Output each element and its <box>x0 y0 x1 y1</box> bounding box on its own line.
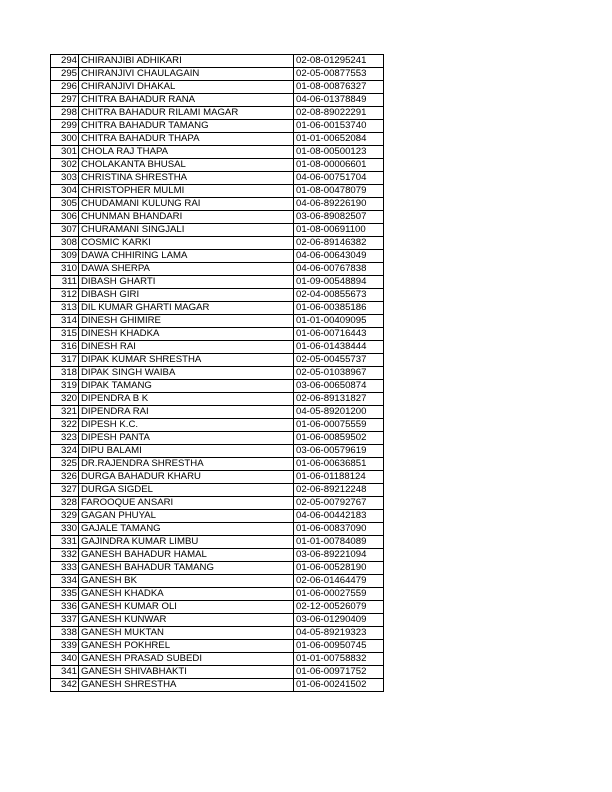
row-number-cell: 295 <box>51 68 79 81</box>
table-row <box>51 445 384 458</box>
table-row <box>51 120 384 133</box>
name-cell: COSMIC KARKI <box>79 237 294 250</box>
row-number-cell: 327 <box>51 484 79 497</box>
code-cell: 01-08-00478079 <box>294 185 384 198</box>
name-cell: CHOLA RAJ THAPA <box>79 146 294 159</box>
row-number-cell: 310 <box>51 263 79 276</box>
code-cell: 01-06-00950745 <box>294 640 384 653</box>
table-row <box>51 328 384 341</box>
name-cell: GANESH KUNWAR <box>79 614 294 627</box>
name-cell: DIBASH GIRI <box>79 289 294 302</box>
code-cell: 04-06-00751704 <box>294 172 384 185</box>
name-cell: DURGA BAHADUR KHARU <box>79 471 294 484</box>
table-row <box>51 211 384 224</box>
table-row <box>51 640 384 653</box>
row-number-cell: 315 <box>51 328 79 341</box>
table-row <box>51 341 384 354</box>
table-row <box>51 627 384 640</box>
table-row <box>51 263 384 276</box>
name-cell: DIPENDRA B K <box>79 393 294 406</box>
table-row <box>51 679 384 692</box>
table-row <box>51 588 384 601</box>
code-cell: 01-06-00385186 <box>294 302 384 315</box>
table-row <box>51 302 384 315</box>
code-cell: 04-06-00442183 <box>294 510 384 523</box>
row-number-cell: 340 <box>51 653 79 666</box>
table-row <box>51 237 384 250</box>
table-row <box>51 458 384 471</box>
table-row <box>51 406 384 419</box>
code-cell: 01-06-01438444 <box>294 341 384 354</box>
code-cell: 02-04-00855673 <box>294 289 384 302</box>
code-cell: 01-06-00027559 <box>294 588 384 601</box>
code-cell: 01-06-00636851 <box>294 458 384 471</box>
code-cell: 02-05-00877553 <box>294 68 384 81</box>
row-number-cell: 299 <box>51 120 79 133</box>
code-cell: 03-06-89221094 <box>294 549 384 562</box>
name-cell: DINESH GHIMIRE <box>79 315 294 328</box>
name-cell: DIPESH K.C. <box>79 419 294 432</box>
row-number-cell: 328 <box>51 497 79 510</box>
name-cell: GANESH SHIVABHAKTI <box>79 666 294 679</box>
code-cell: 04-05-89219323 <box>294 627 384 640</box>
table-row <box>51 549 384 562</box>
row-number-cell: 335 <box>51 588 79 601</box>
code-cell: 01-06-00075559 <box>294 419 384 432</box>
name-cell: GANESH MUKTAN <box>79 627 294 640</box>
code-cell: 01-06-00971752 <box>294 666 384 679</box>
row-number-cell: 294 <box>51 55 79 68</box>
name-cell: CHITRA BAHADUR RILAMI MAGAR <box>79 107 294 120</box>
name-cell: DAWA CHHIRING LAMA <box>79 250 294 263</box>
table-row <box>51 185 384 198</box>
name-cell: GANESH BK <box>79 575 294 588</box>
name-cell: CHUNMAN BHANDARI <box>79 211 294 224</box>
code-cell: 01-01-00758832 <box>294 653 384 666</box>
row-number-cell: 300 <box>51 133 79 146</box>
table-row <box>51 562 384 575</box>
code-cell: 01-06-00716443 <box>294 328 384 341</box>
row-number-cell: 323 <box>51 432 79 445</box>
table-row <box>51 133 384 146</box>
name-cell: DAWA SHERPA <box>79 263 294 276</box>
code-cell: 01-06-00241502 <box>294 679 384 692</box>
row-number-cell: 337 <box>51 614 79 627</box>
name-cell: DIPAK KUMAR SHRESTHA <box>79 354 294 367</box>
table-row <box>51 393 384 406</box>
table-row <box>51 107 384 120</box>
table-row <box>51 55 384 68</box>
row-number-cell: 314 <box>51 315 79 328</box>
row-number-cell: 304 <box>51 185 79 198</box>
table-row <box>51 380 384 393</box>
row-number-cell: 322 <box>51 419 79 432</box>
row-number-cell: 305 <box>51 198 79 211</box>
code-cell: 04-06-89226190 <box>294 198 384 211</box>
code-cell: 04-06-00767838 <box>294 263 384 276</box>
name-cell: DIBASH GHARTI <box>79 276 294 289</box>
table-row <box>51 250 384 263</box>
name-cell: GANESH POKHREL <box>79 640 294 653</box>
row-number-cell: 316 <box>51 341 79 354</box>
table-row <box>51 224 384 237</box>
row-number-cell: 307 <box>51 224 79 237</box>
row-number-cell: 309 <box>51 250 79 263</box>
name-cell: GANESH BAHADUR HAMAL <box>79 549 294 562</box>
name-cell: CHITRA BAHADUR THAPA <box>79 133 294 146</box>
row-number-cell: 298 <box>51 107 79 120</box>
code-cell: 01-01-00784089 <box>294 536 384 549</box>
table-row <box>51 523 384 536</box>
code-cell: 02-05-01038967 <box>294 367 384 380</box>
code-cell: 01-08-00691100 <box>294 224 384 237</box>
code-cell: 02-06-89146382 <box>294 237 384 250</box>
row-number-cell: 334 <box>51 575 79 588</box>
row-number-cell: 320 <box>51 393 79 406</box>
code-cell: 02-12-00526079 <box>294 601 384 614</box>
code-cell: 03-06-00579619 <box>294 445 384 458</box>
code-cell: 04-05-89201200 <box>294 406 384 419</box>
row-number-cell: 324 <box>51 445 79 458</box>
row-number-cell: 341 <box>51 666 79 679</box>
table-row <box>51 419 384 432</box>
code-cell: 03-06-89082507 <box>294 211 384 224</box>
code-cell: 01-08-00500123 <box>294 146 384 159</box>
row-number-cell: 336 <box>51 601 79 614</box>
code-cell: 04-06-01378849 <box>294 94 384 107</box>
name-cell: CHITRA BAHADUR RANA <box>79 94 294 107</box>
name-cell: CHITRA BAHADUR TAMANG <box>79 120 294 133</box>
code-cell: 02-06-01464479 <box>294 575 384 588</box>
name-cell: DIPAK SINGH WAIBA <box>79 367 294 380</box>
table-row <box>51 354 384 367</box>
name-cell: CHRISTINA SHRESTHA <box>79 172 294 185</box>
name-cell: GANESH PRASAD SUBEDI <box>79 653 294 666</box>
row-number-cell: 318 <box>51 367 79 380</box>
code-cell: 01-06-00528190 <box>294 562 384 575</box>
name-cell: GANESH SHRESTHA <box>79 679 294 692</box>
row-number-cell: 311 <box>51 276 79 289</box>
code-cell: 01-06-00153740 <box>294 120 384 133</box>
code-cell: 03-06-00650874 <box>294 380 384 393</box>
row-number-cell: 297 <box>51 94 79 107</box>
name-cell: DURGA SIGDEL <box>79 484 294 497</box>
name-cell: DIPENDRA RAI <box>79 406 294 419</box>
records-table <box>50 54 384 692</box>
name-cell: CHRISTOPHER MULMI <box>79 185 294 198</box>
name-cell: GAJINDRA KUMAR LIMBU <box>79 536 294 549</box>
name-cell: GAGAN PHUYAL <box>79 510 294 523</box>
table-row <box>51 575 384 588</box>
name-cell: DIPESH PANTA <box>79 432 294 445</box>
row-number-cell: 302 <box>51 159 79 172</box>
name-cell: DIPAK TAMANG <box>79 380 294 393</box>
row-number-cell: 330 <box>51 523 79 536</box>
name-cell: CHURAMANI SINGJALI <box>79 224 294 237</box>
code-cell: 03-06-01290409 <box>294 614 384 627</box>
table-row <box>51 68 384 81</box>
name-cell: CHUDAMANI KULUNG RAI <box>79 198 294 211</box>
table-row <box>51 276 384 289</box>
row-number-cell: 326 <box>51 471 79 484</box>
row-number-cell: 339 <box>51 640 79 653</box>
table-row <box>51 666 384 679</box>
name-cell: DR.RAJENDRA SHRESTHA <box>79 458 294 471</box>
table-row <box>51 159 384 172</box>
code-cell: 02-08-01295241 <box>294 55 384 68</box>
code-cell: 02-05-00455737 <box>294 354 384 367</box>
code-cell: 02-06-89212248 <box>294 484 384 497</box>
row-number-cell: 296 <box>51 81 79 94</box>
records-table-body <box>51 55 384 692</box>
table-row <box>51 172 384 185</box>
name-cell: GANESH BAHADUR TAMANG <box>79 562 294 575</box>
row-number-cell: 331 <box>51 536 79 549</box>
row-number-cell: 321 <box>51 406 79 419</box>
code-cell: 02-08-89022291 <box>294 107 384 120</box>
row-number-cell: 329 <box>51 510 79 523</box>
table-row <box>51 497 384 510</box>
row-number-cell: 301 <box>51 146 79 159</box>
name-cell: DIPU BALAMI <box>79 445 294 458</box>
name-cell: GANESH KUMAR OLI <box>79 601 294 614</box>
name-cell: DINESH KHADKA <box>79 328 294 341</box>
table-row <box>51 81 384 94</box>
table-row <box>51 315 384 328</box>
name-cell: FAROOQUE ANSARI <box>79 497 294 510</box>
code-cell: 01-01-00652084 <box>294 133 384 146</box>
table-row <box>51 601 384 614</box>
table-row <box>51 146 384 159</box>
table-row <box>51 432 384 445</box>
table-row <box>51 198 384 211</box>
row-number-cell: 308 <box>51 237 79 250</box>
table-row <box>51 471 384 484</box>
code-cell: 02-05-00792767 <box>294 497 384 510</box>
table-row <box>51 289 384 302</box>
name-cell: CHOLAKANTA BHUSAL <box>79 159 294 172</box>
code-cell: 01-06-00837090 <box>294 523 384 536</box>
name-cell: GANESH KHADKA <box>79 588 294 601</box>
name-cell: CHIRANJIVI DHAKAL <box>79 81 294 94</box>
row-number-cell: 317 <box>51 354 79 367</box>
row-number-cell: 338 <box>51 627 79 640</box>
code-cell: 01-01-00409095 <box>294 315 384 328</box>
code-cell: 02-06-89131827 <box>294 393 384 406</box>
name-cell: GAJALE TAMANG <box>79 523 294 536</box>
code-cell: 01-06-00859502 <box>294 432 384 445</box>
table-row <box>51 367 384 380</box>
table-row <box>51 510 384 523</box>
table-row <box>51 653 384 666</box>
table-row <box>51 536 384 549</box>
name-cell: DIL KUMAR GHARTI MAGAR <box>79 302 294 315</box>
row-number-cell: 312 <box>51 289 79 302</box>
row-number-cell: 342 <box>51 679 79 692</box>
table-row <box>51 614 384 627</box>
row-number-cell: 313 <box>51 302 79 315</box>
code-cell: 01-06-01188124 <box>294 471 384 484</box>
row-number-cell: 333 <box>51 562 79 575</box>
row-number-cell: 306 <box>51 211 79 224</box>
code-cell: 01-08-00006601 <box>294 159 384 172</box>
row-number-cell: 303 <box>51 172 79 185</box>
table-row <box>51 94 384 107</box>
name-cell: DINESH RAI <box>79 341 294 354</box>
code-cell: 04-06-00643049 <box>294 250 384 263</box>
name-cell: CHIRANJIBI ADHIKARI <box>79 55 294 68</box>
code-cell: 01-08-00876327 <box>294 81 384 94</box>
code-cell: 01-09-00548894 <box>294 276 384 289</box>
table-row <box>51 484 384 497</box>
row-number-cell: 325 <box>51 458 79 471</box>
row-number-cell: 332 <box>51 549 79 562</box>
name-cell: CHIRANJIVI CHAULAGAIN <box>79 68 294 81</box>
row-number-cell: 319 <box>51 380 79 393</box>
